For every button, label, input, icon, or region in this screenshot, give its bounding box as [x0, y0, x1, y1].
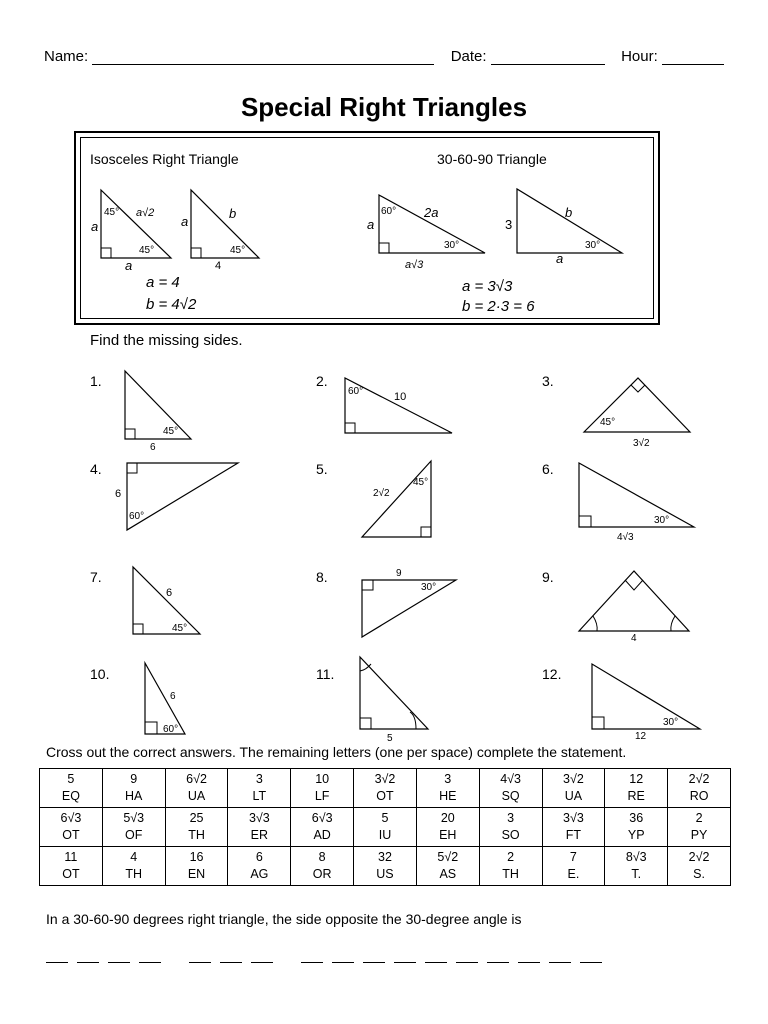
problem-4-number: 4. — [90, 461, 102, 477]
p6-side: 4√3 — [617, 532, 634, 543]
p3-side: 3√2 — [633, 438, 650, 449]
iso2-right-angle: 45° — [230, 245, 246, 256]
problem-12-number: 12. — [542, 666, 562, 682]
answer-letters: OR — [312, 867, 332, 881]
answer-value: 5 — [67, 772, 75, 786]
answer-value: 3√3 — [248, 811, 270, 825]
problem-12-triangle — [592, 664, 700, 742]
p7-angle: 45° — [172, 623, 188, 634]
problem-9-triangle — [579, 571, 689, 644]
answer-cell[interactable] — [102, 808, 165, 847]
answer-cell[interactable] — [416, 808, 479, 847]
iso1-bottom: a — [125, 258, 133, 273]
answer-cell[interactable] — [605, 769, 668, 808]
t2-left: 3 — [505, 217, 513, 232]
problem-9-number: 9. — [542, 569, 554, 585]
p3-angle: 45° — [600, 417, 616, 428]
t2-hyp: b — [565, 205, 573, 220]
name-label: Name: — [44, 48, 89, 65]
answer-cell[interactable] — [605, 808, 668, 847]
answer-value: 20 — [440, 811, 455, 825]
answer-blanks[interactable] — [46, 962, 666, 966]
answer-value: 5√2 — [437, 850, 459, 864]
answer-letters: SQ — [501, 789, 520, 803]
iso-example-b: b = 4√2 — [146, 296, 197, 313]
answer-row — [40, 769, 731, 808]
problem-3-triangle — [584, 378, 690, 449]
t3060-title: 30-60-90 Triangle — [437, 151, 547, 167]
problem-2-triangle — [345, 378, 452, 433]
answer-letters: RE — [627, 789, 645, 803]
answer-value: 32 — [378, 850, 392, 864]
answer-cell[interactable] — [228, 847, 291, 886]
p5-angle: 45° — [413, 477, 429, 488]
t1-top-angle: 60° — [381, 206, 397, 217]
answer-blank[interactable] — [456, 962, 478, 963]
t3060-example-b: b = 2·3 = 6 — [462, 298, 535, 315]
answer-letters: HA — [125, 789, 143, 803]
p5-side: 2√2 — [373, 488, 390, 499]
answer-value: 16 — [189, 850, 204, 864]
answer-value: 11 — [64, 850, 78, 864]
p12-side: 12 — [635, 731, 647, 742]
answer-cell[interactable] — [354, 847, 417, 886]
answer-value: 8 — [318, 850, 326, 864]
answer-value: 5√3 — [123, 811, 145, 825]
hour-label: Hour: — [621, 48, 658, 65]
answer-cell[interactable] — [668, 847, 731, 886]
answer-letters: LT — [252, 789, 267, 803]
answer-value: 3√2 — [563, 772, 584, 786]
answer-value: 8√3 — [625, 850, 647, 864]
answer-cell[interactable] — [40, 808, 103, 847]
p4-side: 6 — [115, 488, 122, 500]
iso1-left: a — [91, 219, 99, 234]
answer-row — [40, 808, 731, 847]
iso1-top-angle: 45° — [104, 207, 120, 218]
answer-value: 9 — [130, 772, 138, 786]
answer-blank[interactable] — [301, 962, 323, 963]
t2-bottom: a — [556, 251, 564, 266]
answer-blank[interactable] — [251, 962, 273, 963]
answer-cell[interactable] — [605, 847, 668, 886]
problem-7-triangle — [133, 567, 200, 634]
answer-cell[interactable] — [291, 847, 354, 886]
problem-6-triangle — [579, 463, 694, 543]
answer-cell[interactable] — [668, 769, 731, 808]
date-label: Date: — [450, 48, 487, 65]
answer-cell[interactable] — [165, 769, 228, 808]
problem-11-number: 11. — [316, 666, 335, 682]
answer-value: 6√3 — [60, 811, 82, 825]
problem-8-number: 8. — [316, 569, 328, 585]
problem-5-number: 5. — [316, 461, 328, 477]
answer-letters: RO — [689, 789, 709, 803]
p7-side: 6 — [166, 587, 173, 599]
answer-blank[interactable] — [549, 962, 571, 963]
answer-blank[interactable] — [46, 962, 68, 963]
answer-letters: FT — [565, 828, 582, 842]
answer-value: 2 — [507, 850, 515, 864]
t3060-triangle-2 — [505, 189, 622, 266]
instructions: Find the missing sides. — [90, 332, 243, 349]
iso1-right-angle: 45° — [139, 245, 155, 256]
answer-blank[interactable] — [487, 962, 509, 963]
page-title: Special Right Triangles — [240, 92, 528, 122]
answer-value: 10 — [315, 772, 330, 786]
answer-blank[interactable] — [580, 962, 602, 963]
answer-letters: AD — [313, 828, 331, 842]
answer-cell[interactable] — [40, 769, 103, 808]
answer-cell[interactable] — [165, 808, 228, 847]
iso-triangle-2 — [181, 190, 259, 272]
iso-example-a: a = 4 — [146, 274, 180, 291]
answer-letters: PY — [690, 828, 708, 842]
answer-cell[interactable] — [165, 847, 228, 886]
statement-text: In a 30-60-90 degrees right triangle, the side opposite the 30-degree angle is — [46, 911, 522, 927]
answer-value: 25 — [189, 811, 204, 825]
iso2-left: a — [181, 214, 189, 229]
answer-value: 3√2 — [374, 772, 396, 786]
answer-value: 2√2 — [688, 850, 710, 864]
problem-1-number: 1. — [90, 373, 102, 389]
problem-6-number: 6. — [542, 461, 554, 477]
problem-5-triangle — [362, 461, 431, 537]
problem-2-number: 2. — [316, 373, 328, 389]
answer-value: 3√3 — [563, 811, 584, 825]
answer-value: 6√3 — [311, 811, 333, 825]
answer-value: 7 — [569, 850, 577, 864]
p2-angle: 60° — [348, 386, 364, 397]
iso2-hyp: b — [229, 206, 237, 221]
answer-value: 6√2 — [186, 772, 207, 786]
problem-1-triangle — [125, 371, 191, 453]
answer-table — [39, 768, 731, 886]
p10-side: 6 — [170, 691, 176, 702]
answer-blank[interactable] — [139, 962, 161, 963]
p4-angle: 60° — [129, 511, 145, 522]
iso-triangle-1 — [91, 190, 171, 273]
iso1-hyp: a√2 — [136, 207, 155, 219]
p11-side: 5 — [387, 733, 393, 744]
answer-cell[interactable] — [416, 847, 479, 886]
iso2-bottom: 4 — [215, 260, 222, 272]
answer-value: 36 — [629, 811, 644, 825]
answer-cell[interactable] — [542, 808, 605, 847]
answer-letters: EH — [439, 828, 457, 842]
t2-right-angle: 30° — [585, 240, 601, 251]
answer-cell[interactable] — [102, 769, 165, 808]
answer-cell[interactable] — [40, 847, 103, 886]
answer-letters: US — [376, 867, 394, 881]
answer-value: 4 — [130, 850, 138, 864]
answer-cell[interactable] — [479, 847, 542, 886]
answer-cell[interactable] — [354, 808, 417, 847]
answer-letters: OT — [376, 789, 394, 803]
p1-side: 6 — [150, 442, 156, 453]
p10-angle: 60° — [163, 724, 179, 735]
problem-11-triangle — [360, 657, 428, 744]
answer-cell[interactable] — [291, 769, 354, 808]
answer-letters: E. — [567, 867, 580, 881]
answer-letters: IU — [378, 828, 392, 842]
answer-letters: T. — [631, 867, 642, 881]
iso-title: Isosceles Right Triangle — [90, 151, 239, 167]
p9-side: 4 — [631, 633, 637, 644]
answer-cell[interactable] — [354, 769, 417, 808]
problem-8-triangle — [362, 568, 456, 637]
t1-right-angle: 30° — [444, 240, 460, 251]
answer-cell[interactable] — [542, 847, 605, 886]
answer-cell[interactable] — [479, 808, 542, 847]
problem-3-number: 3. — [542, 373, 554, 389]
answer-letters: TH — [188, 828, 205, 842]
answer-value: 3 — [444, 772, 452, 786]
t1-left: a — [367, 217, 375, 232]
answer-value: 4√3 — [500, 772, 521, 786]
problem-10-triangle — [145, 663, 185, 735]
answer-blank[interactable] — [518, 962, 540, 963]
answer-cell[interactable] — [416, 769, 479, 808]
answer-blank[interactable] — [363, 962, 385, 963]
answer-letters: LF — [314, 789, 330, 803]
answer-cell[interactable] — [228, 769, 291, 808]
t1-hyp: 2a — [424, 205, 439, 220]
p8-side: 9 — [396, 568, 402, 579]
answer-blank[interactable] — [394, 962, 416, 963]
answer-cell[interactable] — [542, 769, 605, 808]
answer-value: 3 — [507, 811, 515, 825]
answer-letters: AG — [250, 867, 269, 881]
problem-10-number: 10. — [90, 666, 110, 682]
answer-cell[interactable] — [102, 847, 165, 886]
answer-letters: TH — [125, 867, 143, 881]
answer-blank[interactable] — [220, 962, 242, 963]
answer-value: 2 — [695, 811, 703, 825]
p12-angle: 30° — [663, 717, 679, 728]
p8-angle: 30° — [421, 582, 437, 593]
answer-letters: EN — [187, 867, 206, 881]
answer-blank[interactable] — [189, 962, 211, 963]
answer-blank[interactable] — [108, 962, 130, 963]
answer-letters: ER — [250, 828, 269, 842]
answer-letters: TH — [502, 867, 519, 881]
answer-value: 12 — [629, 772, 644, 786]
answer-blank[interactable] — [77, 962, 99, 963]
answer-letters: EQ — [61, 789, 80, 803]
answer-cell[interactable] — [668, 808, 731, 847]
cross-out-instructions: Cross out the correct answers. The remaining letters (one per space) complete the statement. — [46, 744, 627, 760]
answer-letters: UA — [564, 789, 583, 803]
answer-letters: HE — [439, 789, 457, 803]
answer-letters: AS — [439, 867, 457, 881]
answer-blank[interactable] — [332, 962, 354, 963]
answer-letters: YP — [627, 828, 645, 842]
problem-7-number: 7. — [90, 569, 102, 585]
answer-row — [40, 847, 731, 886]
answer-blank[interactable] — [425, 962, 447, 963]
answer-cell[interactable] — [228, 808, 291, 847]
t3060-triangle-1 — [367, 195, 485, 271]
answer-cell[interactable] — [291, 808, 354, 847]
answer-value: 5 — [381, 811, 389, 825]
answer-letters: SO — [501, 828, 520, 842]
answer-value: 3 — [255, 772, 263, 786]
answer-cell[interactable] — [479, 769, 542, 808]
p2-side: 10 — [394, 391, 407, 403]
answer-value: 6 — [255, 850, 263, 864]
problem-4-triangle — [115, 463, 238, 530]
p6-angle: 30° — [654, 515, 670, 526]
answer-letters: OT — [62, 828, 80, 842]
answer-letters: OF — [125, 828, 143, 842]
answer-letters: OT — [62, 867, 80, 881]
answer-value: 2√2 — [688, 772, 710, 786]
t1-bottom: a√3 — [405, 259, 424, 271]
p1-angle: 45° — [163, 426, 179, 437]
answer-letters: UA — [187, 789, 206, 803]
answer-letters: S. — [693, 867, 705, 881]
t3060-example-a: a = 3√3 — [462, 278, 513, 295]
